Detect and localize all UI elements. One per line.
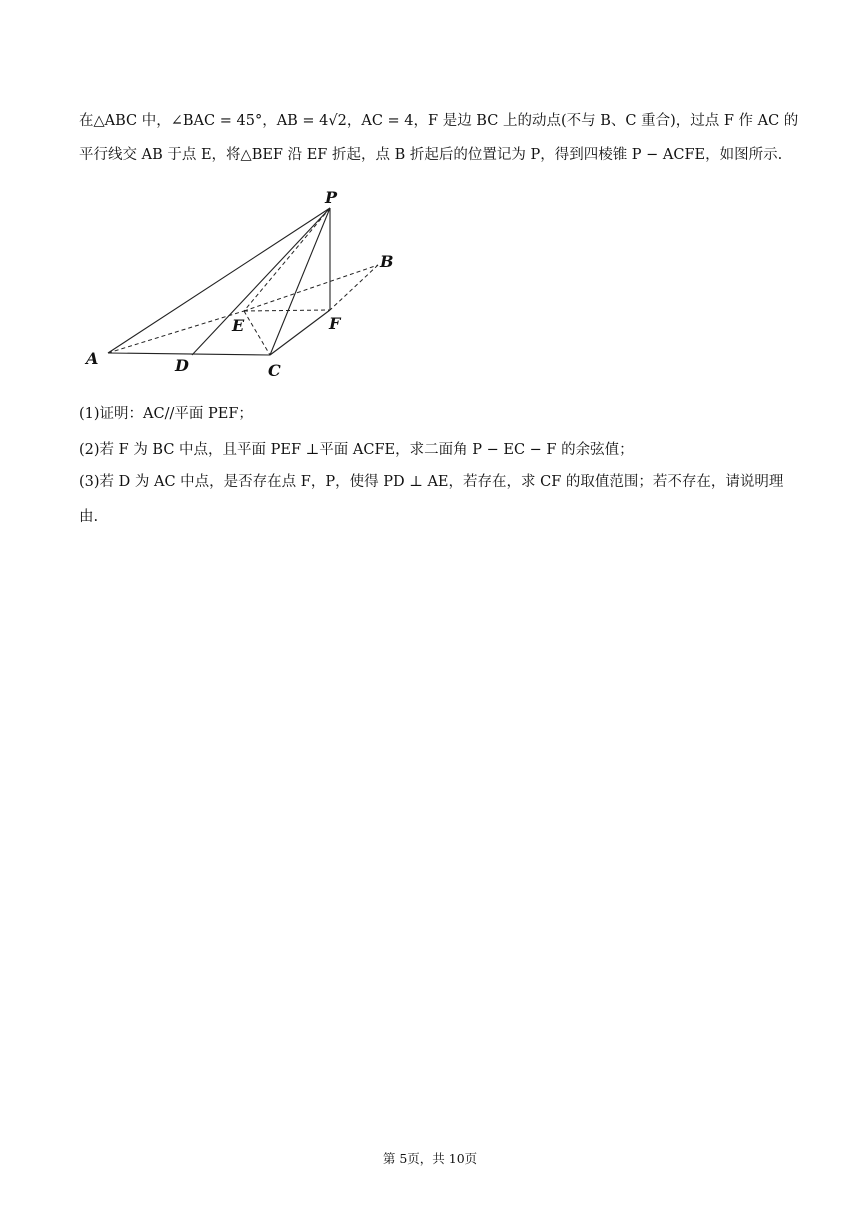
label-P: P [325,188,338,207]
edge-PA [108,208,330,353]
question-3-line-2: 由. [79,509,99,525]
label-F: F [329,314,341,333]
page-footer: 第 5页，共 10页 [382,1151,478,1166]
edge-PD [192,208,330,355]
edge-EC [244,311,270,355]
label-A: A [86,349,99,368]
problem-intro-line-1: 在△ABC 中，∠BAC = 45°，AB = 4√2，AC = 4，F 是边 BC 上的动点(不与 B、C 重合)，过点 F 作 AC 的 [79,113,799,129]
problem-intro-line-2: 平行线交 AB 于点 E，将△BEF 沿 EF 折起，点 B 折起后的位置记为 P，得到四棱锥 P − ACFE，如图所示. [79,147,783,163]
question-3-line-1: (3)若 D 为 AC 中点，是否存在点 F，P，使得 PD ⊥ AE，若存在，求 CF 的取值范围；若不存在，请说明理 [79,474,784,490]
edge-AC [108,353,270,355]
question-1: (1)证明：AC//平面 PEF； [79,406,253,422]
edge-AE [108,311,244,353]
label-D: D [175,356,189,375]
label-C: C [268,361,281,380]
pyramid-diagram-svg [78,178,418,383]
question-2: (2)若 F 为 BC 中点，且平面 PEF ⊥平面 ACFE，求二面角 P − EC − F 的余弦值； [79,442,634,458]
edge-EB [244,265,378,311]
pyramid-figure [78,178,418,383]
label-B: B [380,252,394,271]
edge-PE [244,208,330,311]
edge-BF [330,265,378,310]
label-E: E [232,316,245,335]
edge-EF [244,310,330,311]
